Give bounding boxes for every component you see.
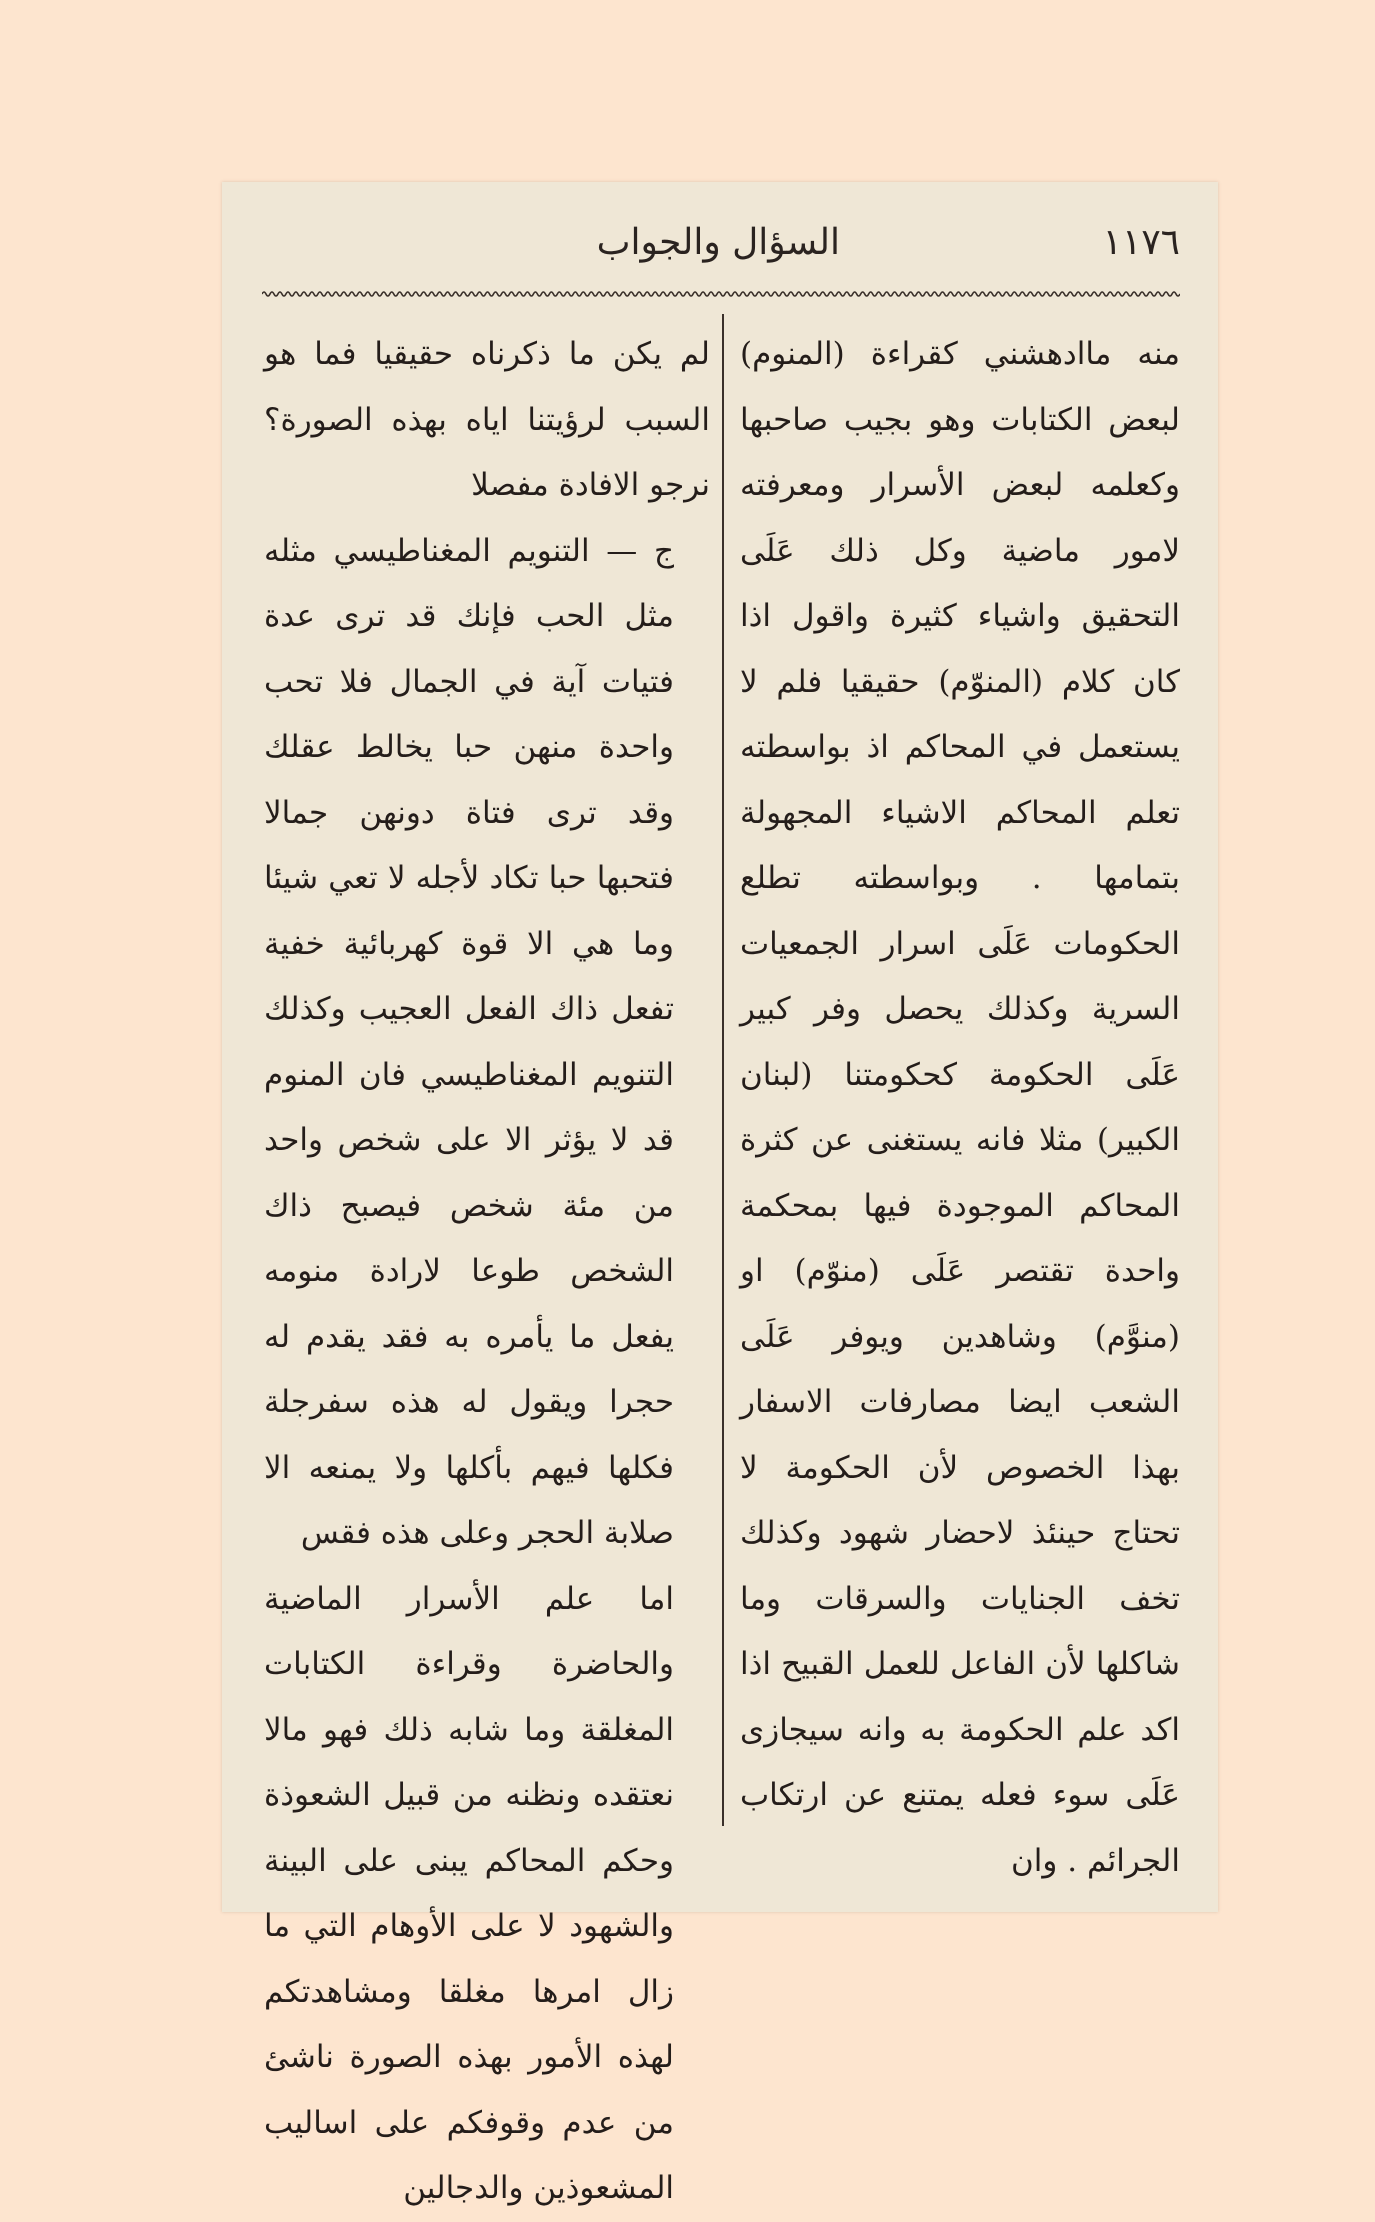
- header-wavy-rule: [262, 290, 1180, 298]
- book-page: [222, 182, 1218, 2206]
- page-header: [260, 222, 1180, 272]
- answer-paragraph-2: اما علم الأسرار الماضية والحاضرة وقراءة الكتابات المغلقة وما شابه ذلك فهو مالا نعتقده ونظنه من قبيل الشعوذة وحكم المحاكم يبنى على البينة والشهود لا على الأوهام التي ما زال امرها مغلقا ومشاهدتكم لهذه الأمور بهذه الصورة ناشئ من عدم وقوفكم على اساليب المشعوذين والدجالين: [264, 1580, 674, 2206]
- answer-paragraph-1: ج — التنويم المغناطيسي مثله مثل الحب فإنك قد ترى عدة فتيات آية في الجمال فلا تحب واحدة منهن حبا يخالط عقلك وقد ترى فتاة دونهن جمالا فتحبها حبا تكاد لأجله لا تعي شيئا وما هي الا قوة كهربائية خفية تفعل ذاك الفعل العجيب وكذلك التنويم المغناطيسي فان المنوم قد لا يؤثر الا على شخص واحد من مئة شخص فيصبح ذاك الشخص طوعا لارادة منومه يفعل ما يأمره به فقد يقدم له حجرا ويقول له هذه سفرجلة فكلها فيهم بأكلها ولا يمنعه الا صلابة الحجر وعلى هذه فقس: [264, 532, 674, 1551]
- left-column: [264, 322, 710, 2222]
- running-title: السؤال والجواب: [596, 222, 840, 263]
- column-divider: [722, 314, 724, 1826]
- page-number: ١١٧٦: [1102, 222, 1180, 263]
- right-column-text: منه ماادهشني كقراءة (المنوم) لبعض الكتابات وهو بجيب صاحبها وكعلمه لبعض الأسرار ومعرفته لامور ماضية وكل ذلك عَلَى التحقيق واشياء كثيرة واقول اذا كان كلام (المنوّم) حقيقيا فلم لا يستعمل في المحاكم اذ بواسطته تعلم المحاكم الاشياء المجهولة بتمامها . وبواسطته تطلع الحكومات عَلَى اسرار الجمعيات السرية وكذلك يحصل وفر كبير عَلَى الحكومة كحكومتنا (لبنان الكبير) مثلا فانه يستغنى عن كثرة المحاكم الموجودة فيها بمحكمة واحدة تقتصر عَلَى (منوّم) او (منوَّم) وشاهدين ويوفر عَلَى الشعب ايضا مصارفات الاسفار بهذا الخصوص لأن الحكومة لا تحتاج حينئذ لاحضار شهود وكذلك تخف الجنايات والسرقات وما شاكلها لأن الفاعل للعمل القبيح اذا اكد علم الحكومة به وانه سيجازى عَلَى سوء فعله يمتنع عن ارتكاب الجرائم . وان: [740, 336, 1180, 1879]
- wavy-line-icon: [262, 290, 1180, 298]
- right-column: [740, 322, 1180, 1894]
- question-continuation: لم يكن ما ذكرناه حقيقيا فما هو السبب لرؤيتنا اياه بهذه الصورة؟ نرجو الافادة مفصلا: [264, 336, 710, 503]
